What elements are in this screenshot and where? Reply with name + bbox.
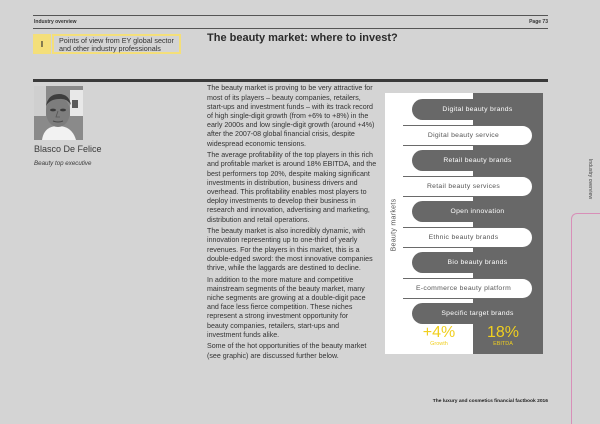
body-line: and profitable market is around 18% EBITDA, and the [207,160,377,169]
body-line: start-ups and investment funds – with its track record [207,102,373,111]
segment-label: Digital beauty service [427,131,500,139]
footer-publication-title: The luxury and cosmetics financial factbook 2016 [432,399,548,404]
body-line: In addition to the more mature and competitive [207,275,354,284]
intro-marker: I [33,34,51,54]
header-bottom-rule [33,28,548,29]
profile-role: Beauty top executive [34,160,92,167]
segment-label: Specific target brands [441,310,514,317]
segment-pill [412,303,543,324]
portrait-image-icon [34,86,83,140]
body-line: innovation representing up to one-third of yearly [207,236,358,245]
body-line: (see graphic) are discussed further below. [207,351,339,360]
segment-label: Bio beauty brands [447,259,508,266]
body-line: early 2000s and low single-digit growth (around +4%) [207,121,375,130]
segment-label: Retail beauty services [426,182,501,190]
segment-pill [403,227,533,248]
body-line: niche segments are growing at a double-digit pace [207,294,366,303]
beauty-markets-graphic [385,93,543,354]
segment-label: Open innovation [450,208,505,215]
body-line: and face less fierce competition. These niches [207,303,353,312]
body-line: most of its players – beauty companies, retailers, [207,93,361,102]
page-title: The beauty market: where to invest? [207,32,398,44]
body-line: investment funds alike. [207,330,280,339]
body-line: revenues. For the players in this market, this is a [207,245,360,254]
body-line: of high single-digit growth (from +6% to +8%) in the [207,112,369,120]
body-line: double-edged sword: the most innovative companies [207,254,373,263]
profile-name: Blasco De Felice [34,144,102,154]
segment-pill [412,252,543,273]
segment-pill [403,278,533,299]
article-body [207,84,383,363]
stat-label: Growth [430,341,448,347]
stat-ebitda [463,324,543,348]
stat-value: 18% [486,324,520,341]
body-line: after the 2007-08 global financial crisis, despite [207,130,355,139]
body-line: investments in distribution, business drivers and [207,178,358,187]
graphic-axis-label: Beauty markets [390,198,397,252]
segment-pill [403,125,533,146]
header-top-rule [33,15,548,16]
body-line: The average profitability of the top players in this rich [207,151,373,160]
body-line: distribution and retail operations. [207,215,310,224]
portrait-photo [34,86,83,140]
body-paragraph [207,84,383,148]
body-paragraph [207,342,383,360]
body-paragraph [207,276,383,340]
segment-pill [412,99,543,120]
stat-label: EBITDA [493,341,513,347]
stat-value: +4% [422,324,456,341]
body-line: best performers top 20%, despite making significant [207,169,370,178]
segment-pill [403,176,533,197]
side-tab-label: Industry overview [586,158,593,200]
intro-text-line: Points of view from EY global sector [59,36,174,45]
segment-pill [412,201,543,222]
body-line: The beauty market is proving to be very attractive for [207,84,373,93]
body-line: research and innovation, advertising and marketing, [207,206,370,215]
body-paragraph [207,151,383,225]
body-line: overhead. This profitability enables most players to [207,188,367,197]
body-line: deploy investments to develop their business in [207,197,356,206]
side-tab-line [571,213,600,424]
segment-label: Retail beauty brands [443,157,512,164]
body-line: mainstream segments of the beauty market, many [207,284,365,293]
segment-label: Ethnic beauty brands [428,233,499,241]
section-divider [33,79,548,82]
body-line: represent a strong investment opportunity for [207,312,349,321]
body-line: Some of the hot opportunities of the beauty market [207,342,367,351]
intro-box [52,34,181,54]
body-line: widespread economic tensions. [207,139,306,148]
body-paragraph [207,227,383,273]
segment-label: Digital beauty brands [442,106,513,113]
header-section-label: Industry overview [34,19,77,25]
segment-pill [412,150,543,171]
body-line: beauty companies, retailers, start-ups and [207,321,340,330]
body-line: thrive, while the laggards are destined to decline. [207,264,361,273]
segment-label: E-commerce beauty platform [415,284,512,292]
intro-text-line: and other industry professionals [59,44,161,53]
page-number: Page 73 [529,19,548,25]
body-line: The beauty market is also incredibly dynamic, with [207,227,366,236]
